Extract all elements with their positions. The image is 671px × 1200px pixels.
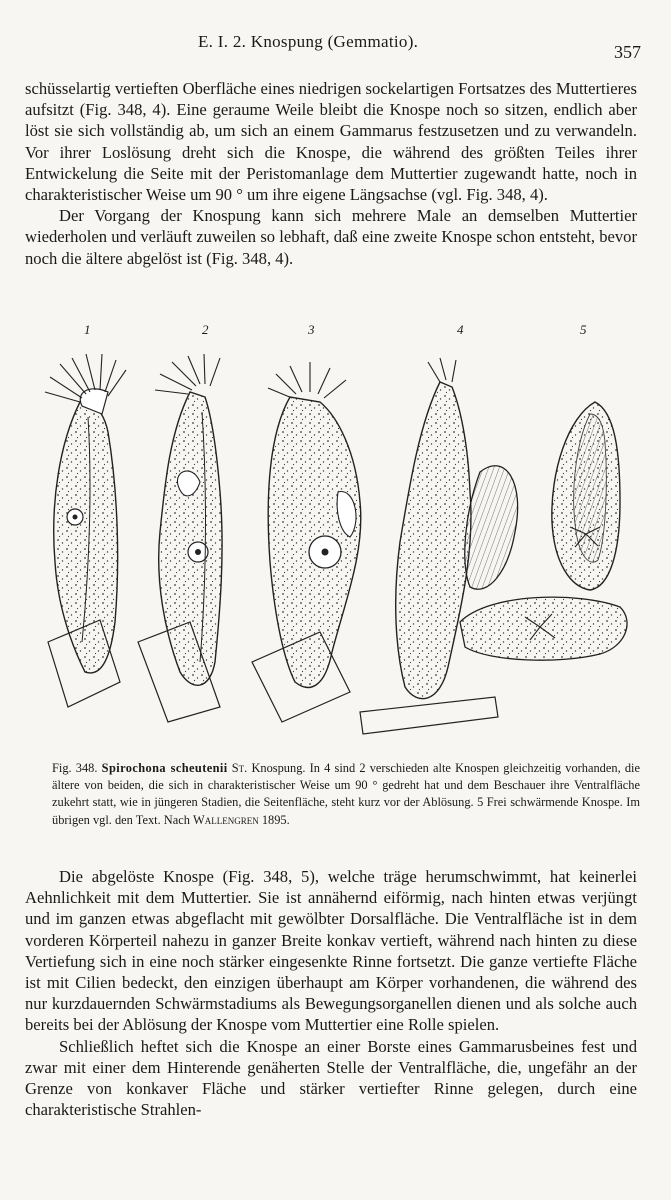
text-block-top bbox=[25, 78, 637, 269]
specimen-1 bbox=[45, 354, 126, 707]
panel-label-5: 5 bbox=[580, 322, 587, 337]
paragraph-continuation: schüsselartig vertieften Oberfläche eines niedrigen sockelartigen Fortsatzes des Muttertieres aufsitzt (Fig. 348, 4). Eine geraume Weile bleibt die Knospe noch so sitzen, endlich aber löst sie sich vollständig ab, um sich an einem Gammarus festzusetzen und zu verwandeln. Vor ihrer Loslösung dreht sich die Knospe, die während des größten Teiles ihrer Entwickelung die Seite mit der Peristomanlage dem Muttertier zugewandt hatte, noch in charakteristischer Weise um 90 ° um ihre eigene Längsachse (vgl. Fig. 348, 4). bbox=[25, 79, 637, 205]
paragraph-attachment: Schließlich heftet sich die Knospe an einer Borste eines Gammarusbeines fest und zwar mit einer dem Hinterende genäherten Stelle der Ventralfläche, die, ungefähr an der Grenze von konkaver Fläche und stärker vertiefter Rinne gelegen, durch eine charakteristische Strahlen- bbox=[25, 1036, 637, 1120]
paragraph-budding-repeat: Der Vorgang der Knospung kann sich mehrere Male an demselben Muttertier wiederholen und verläuft zuweilen so lebhaft, daß eine zweite Knospe schon entsteht, bevor noch die ältere abgelöst ist (Fig. 348, 4). bbox=[25, 206, 637, 268]
panel-label-3: 3 bbox=[308, 322, 315, 337]
figure-illustration bbox=[20, 322, 650, 747]
caption-source-year: 1895. bbox=[261, 812, 290, 827]
panel-label-1: 1 bbox=[84, 322, 91, 337]
running-head: E. I. 2. Knospung (Gemmatio). bbox=[198, 32, 419, 51]
figure-348 bbox=[20, 322, 650, 747]
page-number: 357 bbox=[614, 42, 641, 62]
figure-caption bbox=[52, 760, 640, 829]
text-block-bottom bbox=[25, 866, 637, 1120]
paragraph-detached-bud: Die abgelöste Knospe (Fig. 348, 5), welche träge herumschwimmt, hat keinerlei Aehnlichkeit mit dem Muttertier. Sie ist annähernd eiförmig, nach hinten etwas verjüngt und im ganzen etwas abgeflacht mit gewölbter Dorsalfläche. Die Ventralfläche ist in dem vorderen Körperteil nahezu in ganzer Breite konkav vertieft, während nach hinten zu diese Vertiefung sich in eine noch stärker eingesenkte Rinne fortsetzt. Die ganze vertiefte Fläche ist mit Cilien bedeckt, den einzigen überhaupt am Körper vorhandenen, die während des nur kurzdauernden Schwärmstadiums als Bewegungsorganellen dienen und als solche auch bereits bei der Ablösung der Knospe vom Muttertier eine Rolle spielen. bbox=[25, 867, 637, 1035]
caption-author-abbrev: St. bbox=[231, 761, 248, 775]
specimen-3 bbox=[252, 362, 361, 722]
panel-label-4: 4 bbox=[457, 322, 464, 337]
caption-fig-number: Fig. 348. bbox=[52, 761, 98, 775]
specimen-2 bbox=[138, 354, 222, 722]
panel-label-2: 2 bbox=[202, 322, 209, 337]
caption-text: Knospung. In 4 sind 2 verschieden alte Knospen gleichzeitig vorhanden, die ältere von beiden, die sich in charakteristischer Weise um 90 ° gedreht hat und dem Beschauer ihre Ventralfläche zukehrt statt, wie in jüngeren Stadien, die Seitenfläche, steht kurz vor der Ablösung. 5 Frei schwärmende Knospe. Im übrigen vgl. den Text. Nach bbox=[52, 761, 640, 827]
caption-source-author: Wallengren bbox=[193, 812, 259, 827]
specimen-5 bbox=[552, 402, 620, 590]
caption-species: Spirochona scheutenii bbox=[101, 761, 228, 775]
page-header bbox=[0, 32, 671, 62]
